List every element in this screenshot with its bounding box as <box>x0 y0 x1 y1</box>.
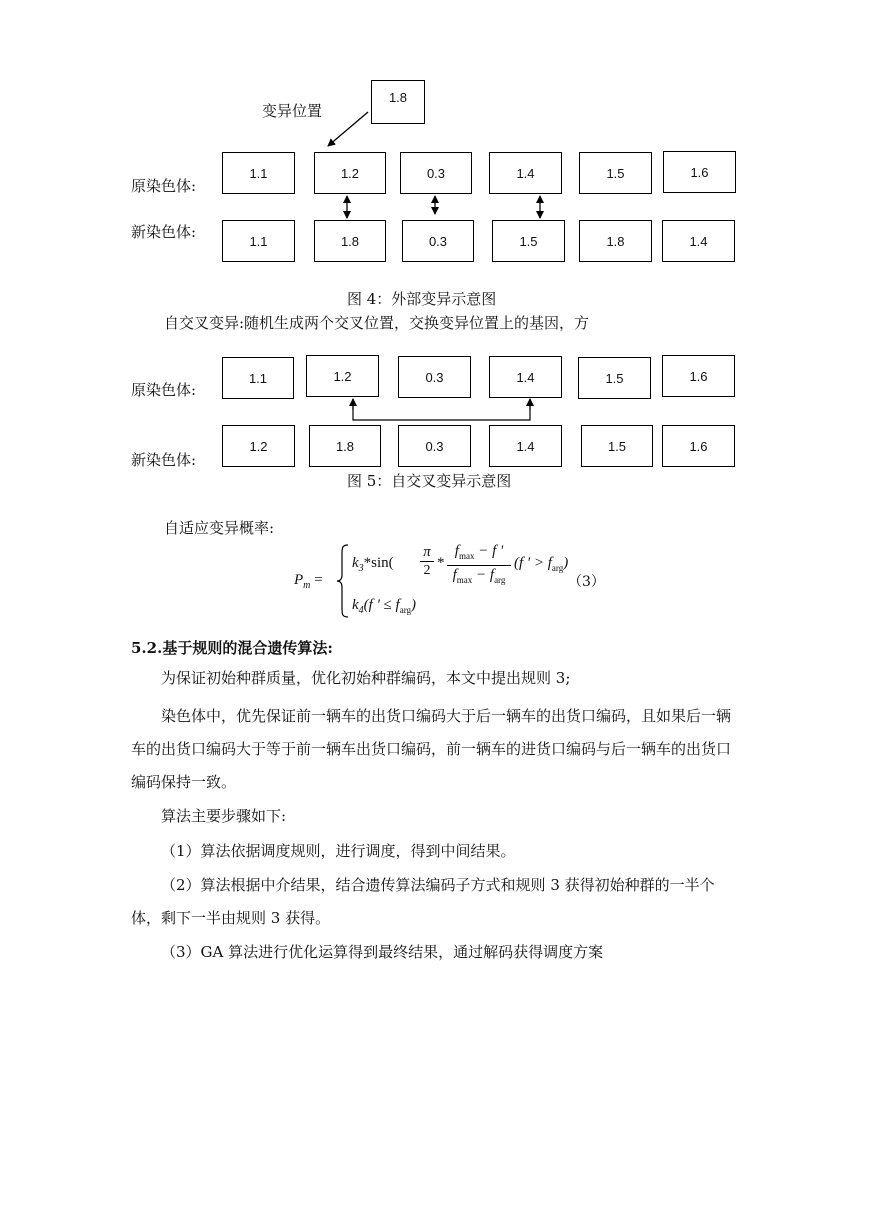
fig5-original-gene-6: 1.6 <box>662 355 735 397</box>
self-cross-intro: 自交叉变异:随机生成两个交叉位置，交换变异位置上的基因，方 <box>164 314 590 332</box>
adaptive-probability-label: 自适应变异概率: <box>164 519 275 537</box>
fig5-new-row-label: 新染色体: <box>131 451 197 469</box>
cond2-end: ) <box>411 597 417 613</box>
paragraph-6: （3）GA 算法进行优化运算得到最终结果，通过解码获得调度方案 <box>161 943 604 961</box>
fig4-caption: 图 4：外部变异示意图 <box>347 290 497 308</box>
formula-den: f <box>452 567 457 583</box>
mutation-pointer-arrow <box>328 112 368 146</box>
case1-prefix: k <box>352 555 359 571</box>
fig4-new-row-label: 新染色体: <box>131 223 197 241</box>
fig5-original-gene-5: 1.5 <box>578 357 651 399</box>
formula-num-sub: max <box>458 551 475 561</box>
mutation-value-box: 1.8 <box>371 80 425 124</box>
fig4-original-row-label: 原染色体: <box>131 177 197 195</box>
formula-pi: π <box>423 544 431 560</box>
formula-den-sub: max <box>456 575 473 585</box>
fig4-new-gene-6: 1.4 <box>662 220 735 262</box>
fig5-original-gene-4: 1.4 <box>489 356 562 398</box>
cond1: (f ' > f <box>514 555 552 571</box>
case1-prefix-sub: 3 <box>358 563 364 574</box>
cond2: (f ' ≤ f <box>363 597 400 613</box>
formula-lhs-sub: m <box>303 580 311 591</box>
fig5-original-row-label: 原染色体: <box>131 381 197 399</box>
formula-lhs: P <box>294 572 304 588</box>
fig4-original-gene-3: 0.3 <box>400 152 472 194</box>
case2-prefix: k <box>352 597 359 613</box>
fig5-original-gene-3: 0.3 <box>398 356 471 398</box>
section-heading: 5.2.基于规则的混合遗传算法: <box>131 639 333 657</box>
fig4-original-gene-6: 1.6 <box>663 151 736 193</box>
fig5-new-gene-2: 1.8 <box>309 425 381 467</box>
paragraph-3: 算法主要步骤如下: <box>161 807 287 825</box>
fig4-new-gene-5: 1.8 <box>579 220 652 262</box>
formula-two: 2 <box>423 563 431 578</box>
fig4-new-gene-2: 1.8 <box>314 220 386 262</box>
fig5-new-gene-1: 1.2 <box>222 425 295 467</box>
fig5-new-gene-4: 1.4 <box>489 425 562 467</box>
fig4-new-gene-1: 1.1 <box>222 220 295 262</box>
fig4-new-gene-4: 1.5 <box>492 220 565 262</box>
mutation-position-label: 变异位置 <box>262 102 323 120</box>
fig4-original-gene-4: 1.4 <box>489 152 562 194</box>
cond1-sub: arg <box>551 563 564 573</box>
fig5-cross-connector <box>353 399 530 420</box>
fig4-original-gene-2: 1.2 <box>314 152 386 194</box>
formula-den-rest-sub: arg <box>494 575 506 585</box>
formula-den-rest: − f <box>472 567 495 583</box>
formula: $P_m$ = $k_3*\sin$( π 2 * $f_{max} - f$ ' $f_{max} - f_{arg}$ (f ' > $f_{arg}$) $k_4(f$ ' ≤ $f_{arg}$) <box>294 543 569 616</box>
paragraph-4: （1）算法依据调度规则，进行调度，得到中间结果。 <box>161 842 516 860</box>
formula-num-rest: − f ' <box>474 543 504 559</box>
equation-number: （3） <box>568 574 605 590</box>
case2-prefix-sub: 4 <box>358 605 364 616</box>
formula-star: * <box>437 555 445 571</box>
fig5-caption: 图 5：自交叉变异示意图 <box>347 472 512 490</box>
cond2-sub: arg <box>399 605 412 615</box>
fig5-original-gene-2: 1.2 <box>306 355 379 397</box>
fig5-new-gene-3: 0.3 <box>398 425 471 467</box>
fig5-new-gene-5: 1.5 <box>581 425 653 467</box>
fig4-original-gene-5: 1.5 <box>579 152 652 194</box>
paragraph-5: （2）算法根据中介结果，结合遗传算法编码子方式和规则 3 获得初始种群的一半个体，剩下一半由规则 3 获得。 <box>131 876 715 927</box>
formula-brace <box>336 544 350 618</box>
fig5-original-gene-1: 1.1 <box>222 357 294 399</box>
formula-num: f <box>454 543 459 559</box>
paragraph-2: 染色体中，优先保证前一辆车的出货口编码大于后一辆车的出货口编码，且如果后一辆车的出货口编码大于等于前一辆车出货口编码，前一辆车的进货口编码与后一辆车的出货口编码保持一致。 <box>131 707 732 791</box>
cond1-end: ) <box>563 555 569 571</box>
figure-arrows <box>0 0 869 520</box>
fig4-new-gene-3: 0.3 <box>402 220 474 262</box>
paragraph-1: 为保证初始种群质量，优化初始种群编码，本文中提出规则 3; <box>161 669 571 687</box>
case1-mid: *sin( <box>363 555 394 571</box>
fig4-original-gene-1: 1.1 <box>222 152 295 194</box>
fig5-new-gene-6: 1.6 <box>662 425 735 467</box>
